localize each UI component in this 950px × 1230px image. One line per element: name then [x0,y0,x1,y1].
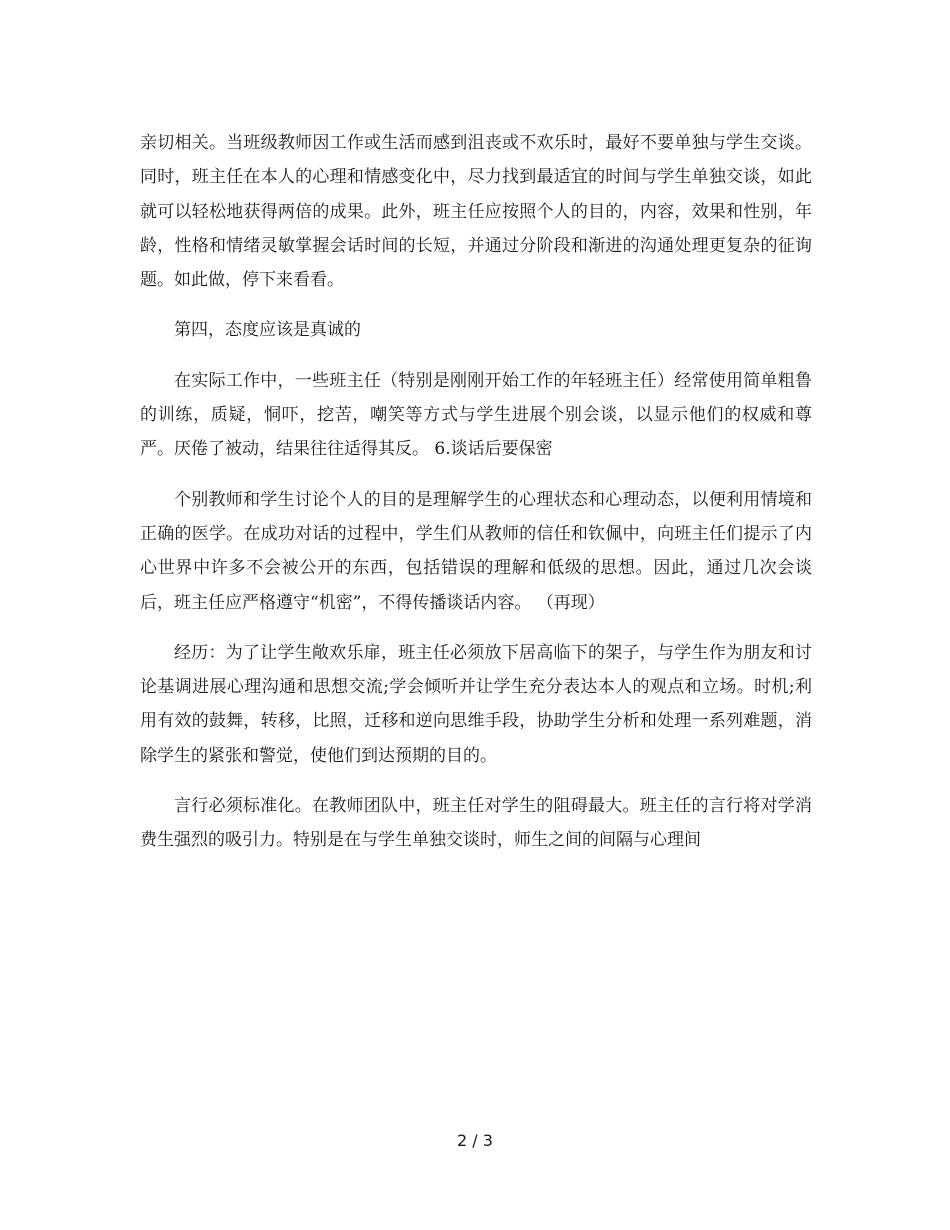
paragraph: 言行必须标准化。在教师团队中，班主任对学生的阻碍最大。班主任的言行将对学消费生强烈的吸引力。特别是在与学生单独交谈时，师生之间的间隔与心理间 [140,796,812,851]
page-number: 2 / 3 [457,1131,493,1150]
paragraph: 个别教师和学生讨论个人的目的是理解学生的心理状态和心理动态，以便利用情境和正确的医学。在成功对话的过程中，学生们从教师的信任和钦佩中，向班主任们提示了内心世界中许多不会被公开的东西，包括错误的理解和低级的思想。因此，通过几次会谈后，班主任应严格遵守“机密”，不得传播谈话内容。 （再现） [140,489,812,613]
section-heading: 第四，态度应该是真诚的 [174,320,361,341]
document-body [140,126,812,874]
paragraph: 在实际工作中，一些班主任（特别是刚刚开始工作的年轻班主任）经常使用简单粗鲁的训练，质疑，恫吓，挖苦，嘲笑等方式与学生进展个别会谈，以显示他们的权威和尊严。厌倦了被动，结果往往适得其反。 6.谈话后要保密 [140,370,812,460]
paragraph-continued: 亲切相关。当班级教师因工作或生活而感到沮丧或不欢乐时，最好不要单独与学生交谈。同时，班主任在本人的心理和情感变化中，尽力找到最适宜的时间与学生单独交谈，如此就可以轻松地获得两倍的成果。此外，班主任应按照个人的目的，内容，效果和性别，年龄，性格和情绪灵敏掌握会话时间的长短，并通过分阶段和渐进的沟通处理更复杂的征询题。如此做，停下来看看。 [140,133,812,291]
paragraph: 经历：为了让学生敞欢乐扉，班主任必须放下居高临下的架子，与学生作为朋友和讨论基调进展心理沟通和思想交流;学会倾听并让学生充分表达本人的观点和立场。时机;利用有效的鼓舞，转移，比照，迁移和逆向思维手段，协助学生分析和处理一系列难题，消除学生的紧张和警觉，使他们到达预期的目的。 [140,642,812,766]
